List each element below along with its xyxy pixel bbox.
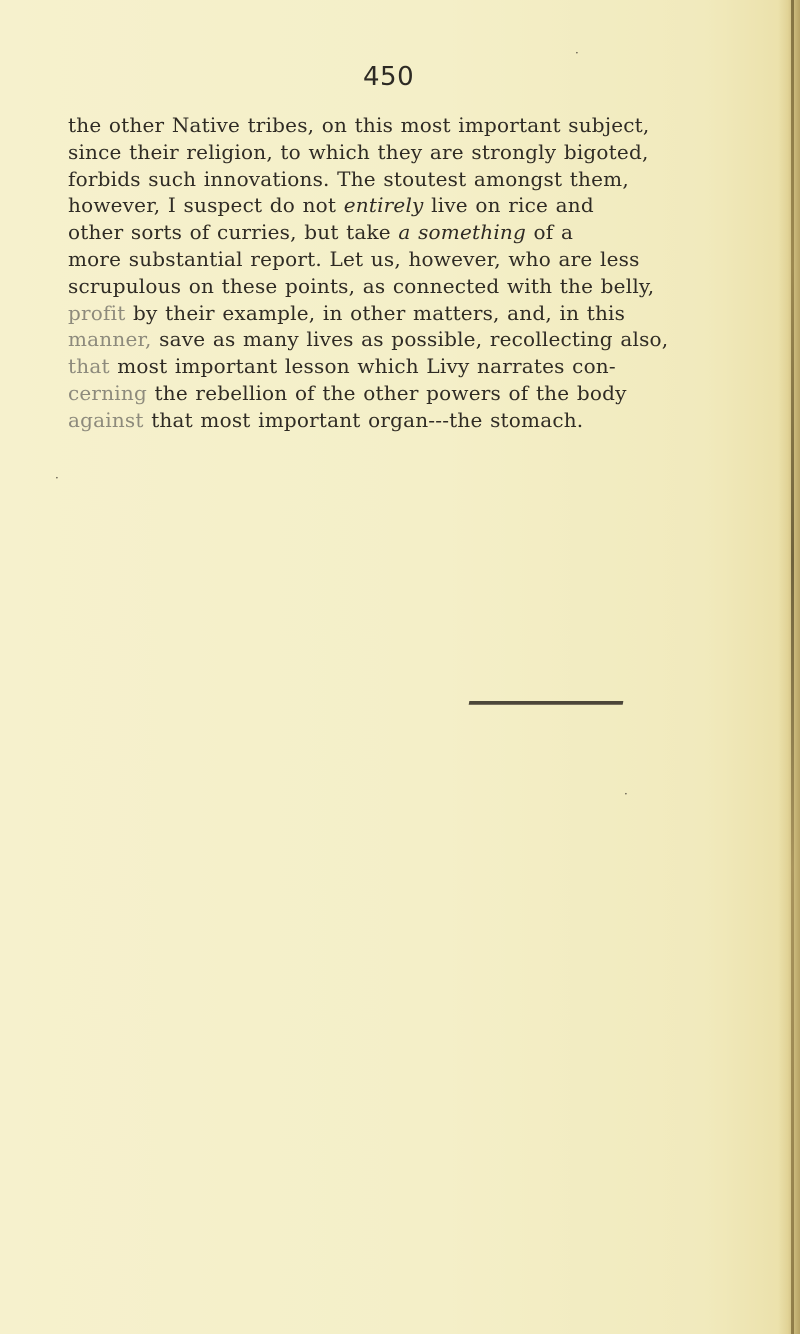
text-line-1: the other Native tribes, on this most important subject, bbox=[68, 113, 650, 137]
text-line-5 bbox=[68, 219, 718, 246]
text-line-8 bbox=[68, 300, 718, 327]
text-line-9 bbox=[68, 326, 718, 353]
text-line-12-rest: that most important organ---the stomach. bbox=[143, 407, 584, 432]
text-line-11-rest: the rebellion of the other powers of the body bbox=[146, 380, 627, 405]
text-line-2: since their religion, to which they are strongly bigoted, bbox=[68, 139, 649, 164]
stray-speck: · bbox=[624, 787, 628, 801]
text-line-5-part-a: other sorts of curries, but take bbox=[68, 220, 399, 245]
emphasis-something: something bbox=[418, 220, 526, 245]
text-line-10-faded-start: that bbox=[68, 354, 110, 379]
text-line-11 bbox=[68, 380, 718, 407]
page-edge-shadow bbox=[778, 0, 800, 1334]
text-line-9-faded-start: manner, bbox=[68, 327, 152, 352]
text-line-10-rest: most important lesson which Livy narrates con- bbox=[109, 354, 616, 379]
page-number: 450 bbox=[363, 62, 415, 92]
page-edge-line bbox=[791, 0, 794, 1334]
text-line-5-space bbox=[411, 220, 419, 244]
text-line-8-faded-start: profit bbox=[68, 300, 126, 325]
text-line-4 bbox=[68, 192, 718, 219]
emphasis-a: a bbox=[398, 220, 411, 245]
text-line-4-part-b: live on rice and bbox=[423, 193, 594, 218]
text-line-3: forbids such innovations. The stoutest amongst them, bbox=[68, 166, 629, 191]
section-end-rule bbox=[469, 701, 624, 705]
text-line-8-rest: by their example, in other matters, and, in this bbox=[125, 300, 626, 325]
text-line-12 bbox=[68, 407, 718, 434]
text-line-6: more substantial report. Let us, however, who are less bbox=[68, 246, 640, 271]
top-speck: · bbox=[575, 46, 579, 60]
text-line-5-part-b: of a bbox=[526, 220, 574, 245]
text-line-9-rest: save as many lives as possible, recollecting also, bbox=[151, 327, 669, 352]
emphasis-entirely: entirely bbox=[343, 193, 424, 218]
text-line-4-part-a: however, I suspect do not bbox=[68, 193, 344, 218]
text-line-7: scrupulous on these points, as connected with the belly, bbox=[68, 273, 655, 298]
text-line-10 bbox=[68, 353, 718, 380]
text-line-11-faded-start: cerning bbox=[68, 380, 147, 405]
body-text bbox=[68, 112, 718, 434]
text-line-12-faded-start: against bbox=[68, 407, 144, 432]
margin-speck: · bbox=[55, 471, 59, 485]
